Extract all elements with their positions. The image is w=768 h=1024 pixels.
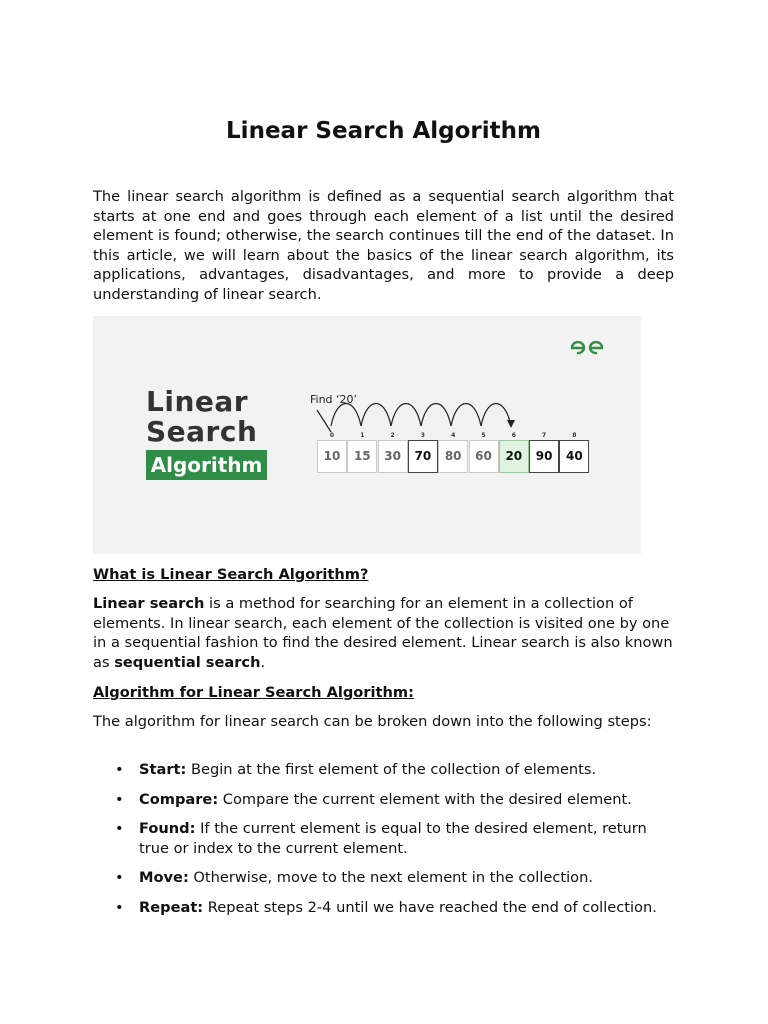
array-index: 5 — [481, 432, 486, 439]
array-cell: 70 — [408, 440, 438, 473]
banner-algorithm-badge: Algorithm — [146, 450, 267, 480]
step-label: Found: — [139, 820, 196, 838]
array-cell: 90 — [529, 440, 559, 473]
step-item — [93, 790, 674, 810]
bullet-icon: • — [115, 820, 124, 838]
bullet-icon: • — [115, 761, 124, 778]
linear-search-banner — [93, 316, 641, 554]
intro-paragraph: The linear search algorithm is defined as a sequential search algorithm that starts at one end and goes through each element of a list until the desired element is found; otherwise, the search continues till the end of the dataset. In this article, we will learn about the basics of the linear search algorithm, its applications, advantages, disadvantages, and more to provide a deep understanding of linear search. — [93, 188, 674, 303]
array-cell: 60 — [469, 440, 499, 473]
array-index: 2 — [390, 432, 395, 439]
steps-intro-paragraph: The algorithm for linear search can be broken down into the following steps: — [93, 713, 652, 730]
banner-word-search: Search — [146, 415, 258, 448]
page-title: Linear Search Algorithm — [226, 118, 541, 144]
array-index: 7 — [542, 432, 547, 439]
step-label: Repeat: — [139, 898, 204, 916]
step-label: Start: — [139, 761, 187, 778]
definition-end: . — [260, 653, 266, 671]
array-index: 3 — [420, 432, 425, 439]
array-cell: 30 — [378, 440, 408, 473]
step-label: Move: — [139, 869, 189, 887]
definition-text: is a method for searching for an element in a collection of elements. In linear search, each element of the collection is visited one by one in a sequential fashion to find the desired element. Linear search is also known as — [93, 595, 673, 671]
array-cell: 40 — [559, 440, 589, 473]
section-heading-algorithm: Algorithm for Linear Search Algorithm: — [93, 684, 414, 701]
step-text: Otherwise, move to the next element in the collection. — [188, 869, 593, 887]
step-item — [93, 760, 674, 780]
section-heading-what-is: What is Linear Search Algorithm? — [93, 566, 369, 583]
bullet-icon: • — [115, 898, 124, 916]
array-cell: 15 — [347, 440, 377, 473]
gfg-logo-icon — [569, 340, 605, 356]
array-index: 8 — [572, 432, 577, 439]
find-label: Find ‘20’ — [310, 393, 358, 406]
term-linear-search: Linear search — [93, 595, 205, 612]
step-text: If the current element is equal to the desired element, return true or index to the current element. — [139, 820, 647, 857]
array-cell-found: 20 — [499, 440, 529, 473]
step-item — [93, 898, 674, 918]
step-text: Compare the current element with the desired element. — [218, 790, 632, 808]
bullet-icon: • — [115, 869, 124, 887]
array-index: 0 — [329, 432, 335, 439]
steps-list — [93, 760, 674, 928]
step-item — [93, 819, 674, 858]
array-cell: 80 — [438, 440, 468, 473]
bullet-icon: • — [115, 790, 124, 808]
step-text: Begin at the first element of the collection of elements. — [186, 761, 597, 778]
step-label: Compare: — [139, 790, 219, 808]
banner-word-linear: Linear — [146, 385, 249, 418]
array-index: 4 — [451, 432, 456, 439]
step-item — [93, 868, 674, 888]
array-cell: 10 — [317, 440, 347, 473]
array-index: 6 — [511, 432, 516, 439]
definition-paragraph — [93, 594, 674, 672]
array-index: 1 — [360, 432, 365, 439]
term-sequential-search: sequential search — [114, 653, 261, 671]
step-text: Repeat steps 2-4 until we have reached the end of collection. — [203, 898, 657, 916]
